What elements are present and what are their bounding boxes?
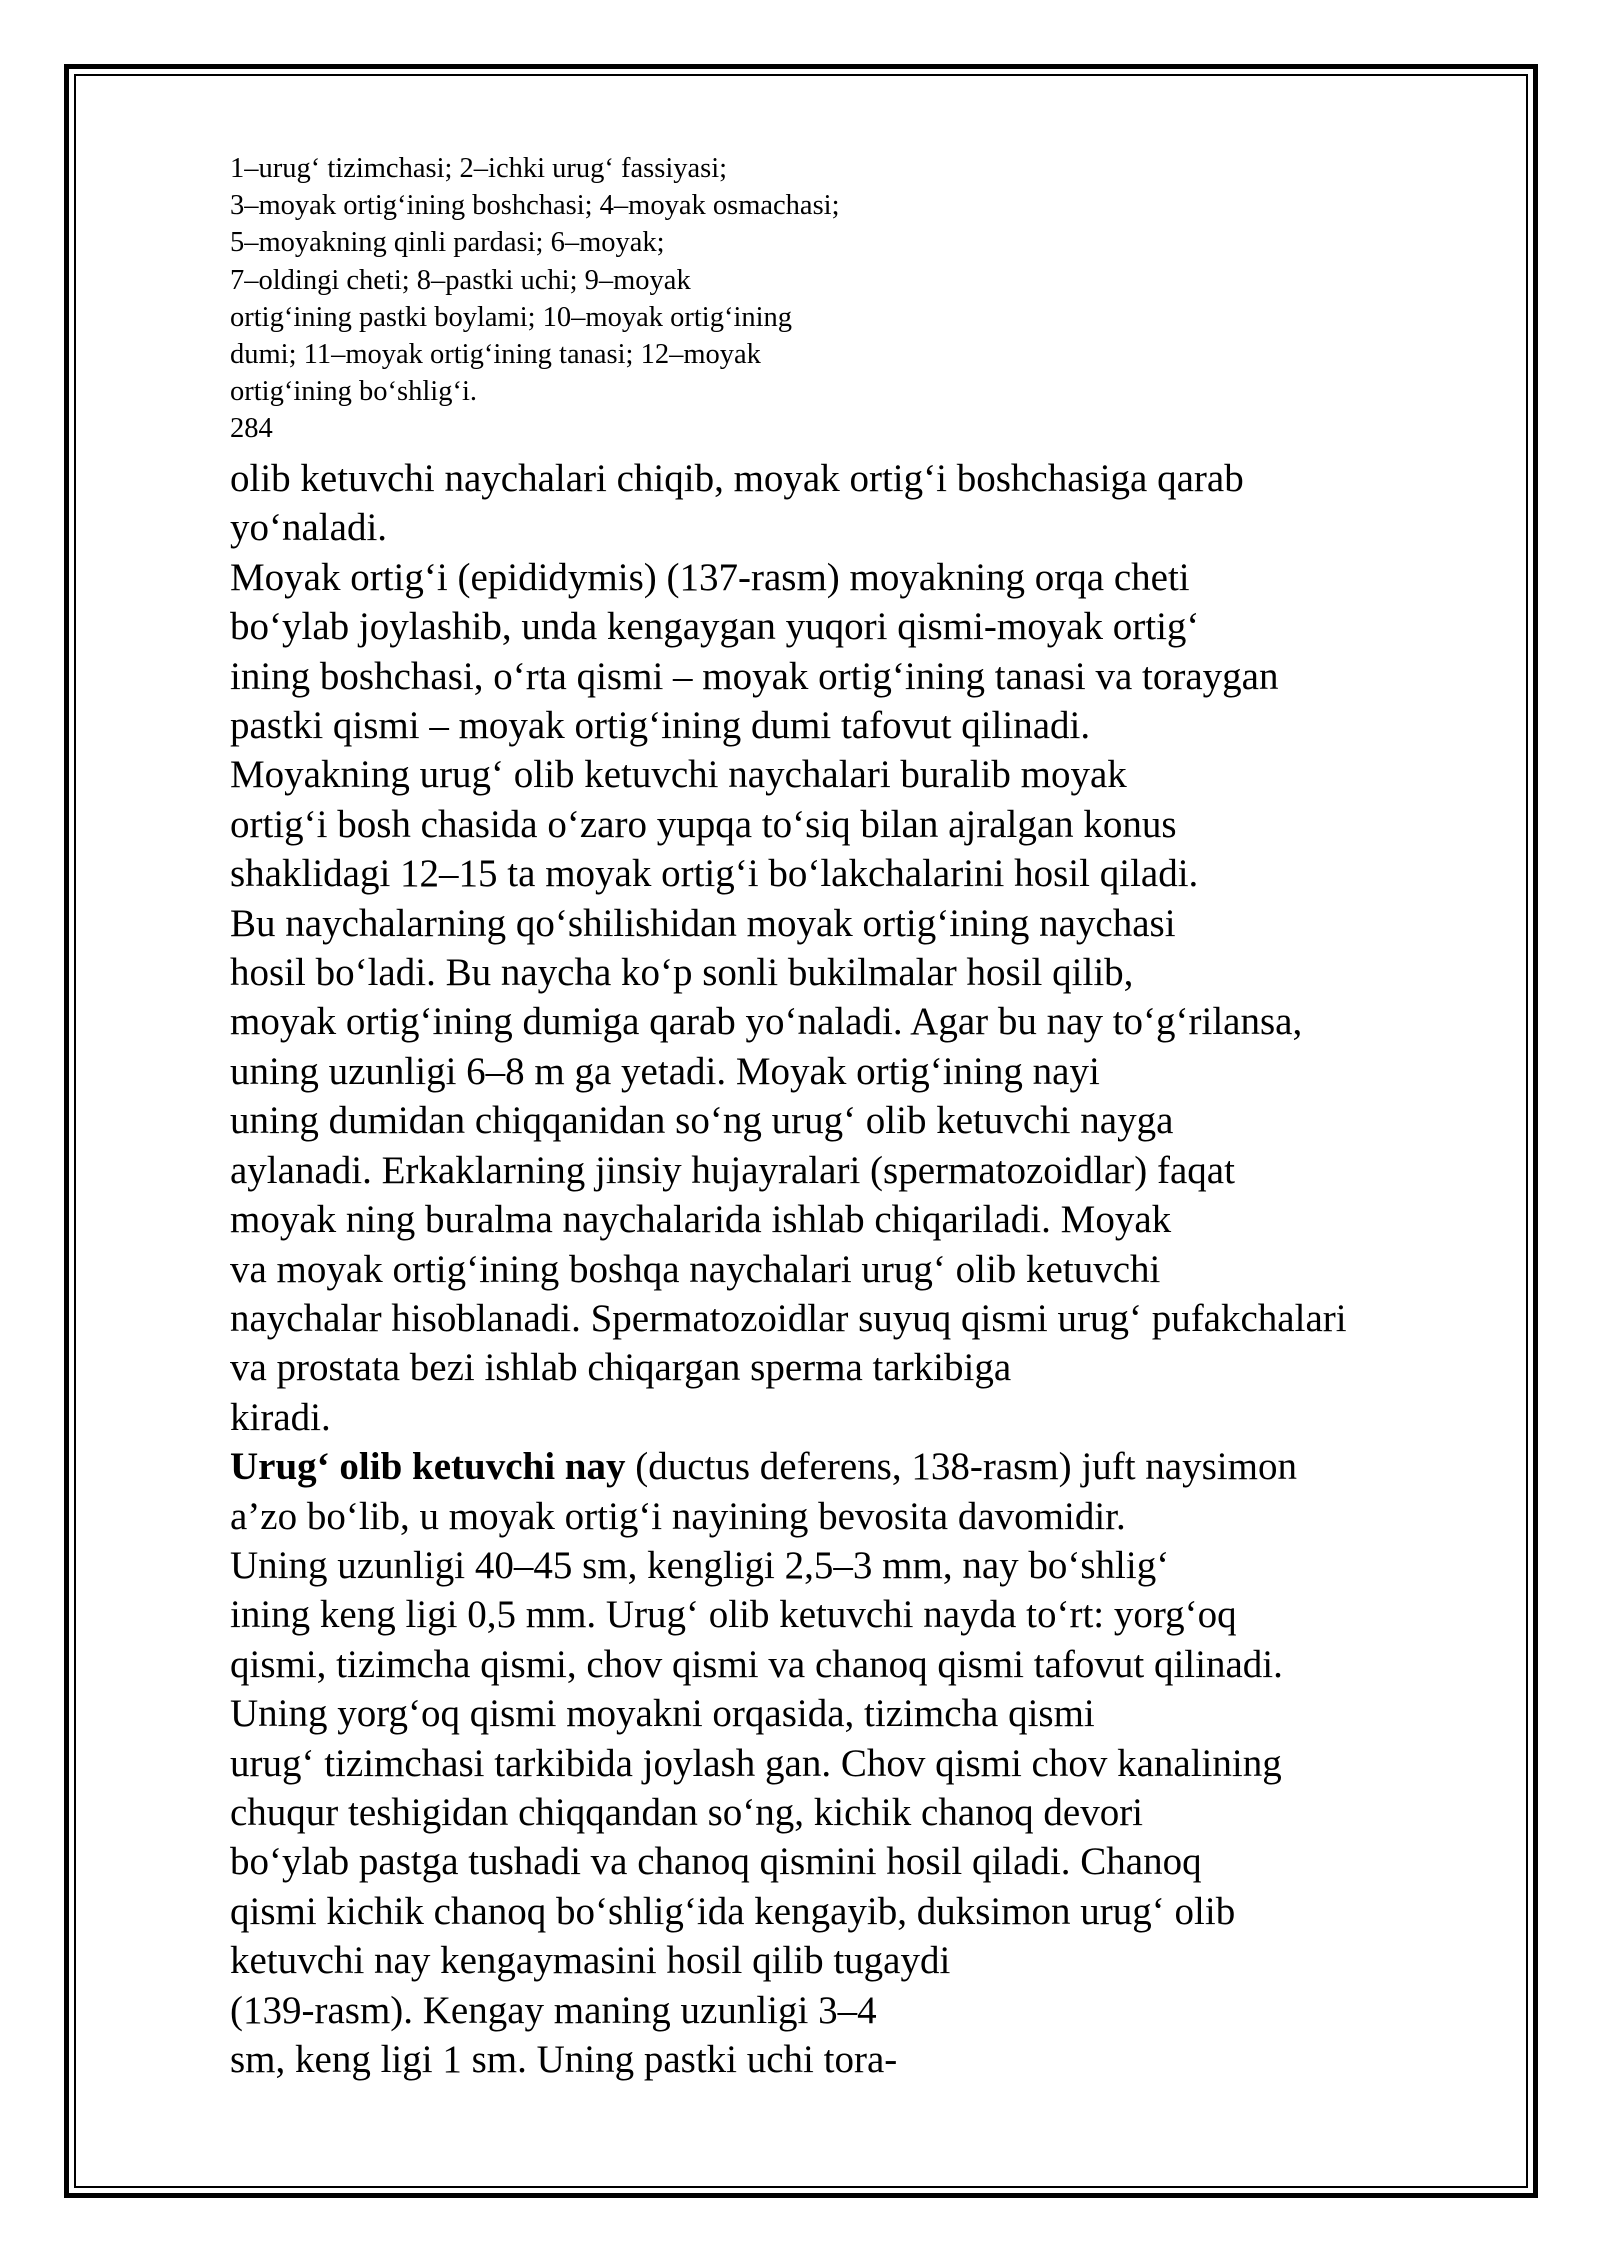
body-line: aylanadi. Erkaklarning jinsiy hujayralari (spermatozoidlar) faqat	[230, 1148, 1235, 1192]
body-line: chuqur teshigidan chiqqandan so‘ng, kichik chanoq devori	[230, 1790, 1144, 1834]
body-line: Moyakning urug‘ olib ketuvchi naychalari buralib moyak	[230, 753, 1127, 797]
bold-term: Urug‘ olib ketuvchi nay	[230, 1445, 626, 1489]
body-line: ketuvchi nay kengaymasini hosil qilib tugaydi	[230, 1939, 951, 1983]
body-line: a’zo bo‘lib, u moyak ortig‘i nayining bevosita davomidir.	[230, 1494, 1126, 1538]
body-line: va moyak ortig‘ining boshqa naychalari urug‘ olib ketuvchi	[230, 1247, 1161, 1291]
body-line: pastki qismi – moyak ortig‘ining dumi tafovut qilinadi.	[230, 704, 1091, 748]
body-line: shaklidagi 12–15 ta moyak ortig‘i bo‘lakchalarini hosil qiladi.	[230, 852, 1199, 896]
body-line: Uning yorg‘oq qismi moyakni orqasida, tizimcha qismi	[230, 1692, 1095, 1736]
caption-line: 3–moyak ortig‘ining boshchasi; 4–moyak osmachasi;	[230, 190, 840, 222]
body-line: moyak ortig‘ining dumiga qarab yo‘naladi. Agar bu nay to‘g‘rilansa,	[230, 1000, 1303, 1044]
body-line: yo‘naladi.	[230, 506, 388, 550]
page-number: 284	[230, 413, 273, 445]
body-line: sm, keng ligi 1 sm. Uning pastki uchi tora-	[230, 2038, 898, 2081]
body-line: naychalar hisoblanadi. Spermatozoidlar suyuq qismi urug‘ pufakchalari	[230, 1296, 1347, 1340]
body-line: qismi kichik chanoq bo‘shlig‘ida kengayib, duksimon urug‘ olib	[230, 1889, 1236, 1933]
caption-line: ortig‘ining pastki boylami; 10–moyak ortig‘ining	[230, 301, 793, 333]
caption-line: ortig‘ining bo‘shlig‘i.	[230, 376, 477, 408]
body-line: bo‘ylab pastga tushadi va chanoq qismini hosil qiladi. Chanoq	[230, 1840, 1202, 1884]
body-line-rest: (ductus deferens, 138-rasm) juft naysimon	[625, 1445, 1297, 1489]
body-line: olib ketuvchi naychalari chiqib, moyak ortig‘i boshchasiga qarab	[230, 457, 1244, 500]
figure-caption	[230, 150, 1430, 448]
body-line: Moyak ortig‘i (epididymis) (137-rasm) moyakning orqa cheti	[230, 555, 1190, 599]
body-line: moyak ning buralma naychalarida ishlab chiqariladi. Moyak	[230, 1198, 1172, 1242]
body-line: ining keng ligi 0,5 mm. Urug‘ olib ketuvchi nayda to‘rt: yorg‘oq	[230, 1593, 1237, 1637]
body-line: kiradi.	[230, 1395, 331, 1439]
caption-line: 7–oldingi cheti; 8–pastki uchi; 9–moyak	[230, 264, 691, 296]
body-line: va prostata bezi ishlab chiqargan sperma tarkibiga	[230, 1346, 1012, 1390]
section-heading-line	[230, 1442, 1480, 1491]
body-line: Bu naychalarning qo‘shilishidan moyak ortig‘ining naychasi	[230, 901, 1176, 945]
body-line: Uning uzunligi 40–45 sm, kengligi 2,5–3 mm, nay bo‘shlig‘	[230, 1543, 1170, 1587]
caption-line: 5–moyakning qinli pardasi; 6–moyak;	[230, 227, 665, 259]
body-line: ining boshchasi, o‘rta qismi – moyak ortig‘ining tanasi va toraygan	[230, 654, 1279, 698]
body-line: ortig‘i bosh chasida o‘zaro yupqa to‘siq bilan ajralgan konus	[230, 802, 1177, 846]
body-line: hosil bo‘ladi. Bu naycha ko‘p sonli bukilmalar hosil qilib,	[230, 951, 1134, 995]
body-line: qismi, tizimcha qismi, chov qismi va chanoq qismi tafovut qilinadi.	[230, 1642, 1283, 1686]
caption-line: 1–urug‘ tizimchasi; 2–ichki urug‘ fassiyasi;	[230, 153, 728, 184]
body-line: uning dumidan chiqqanidan so‘ng urug‘ olib ketuvchi nayga	[230, 1099, 1174, 1143]
body-text	[230, 454, 1480, 2084]
body-line: urug‘ tizimchasi tarkibida joylash gan. Chov qismi chov kanalining	[230, 1741, 1282, 1785]
body-line: uning uzunligi 6–8 m ga yetadi. Moyak ortig‘ining nayi	[230, 1049, 1100, 1093]
body-line: bo‘ylab joylashib, unda kengaygan yuqori qismi-moyak ortig‘	[230, 605, 1200, 649]
body-line: (139-rasm). Kengay maning uzunligi 3–4	[230, 1988, 877, 2032]
caption-line: dumi; 11–moyak ortig‘ining tanasi; 12–moyak	[230, 339, 761, 371]
